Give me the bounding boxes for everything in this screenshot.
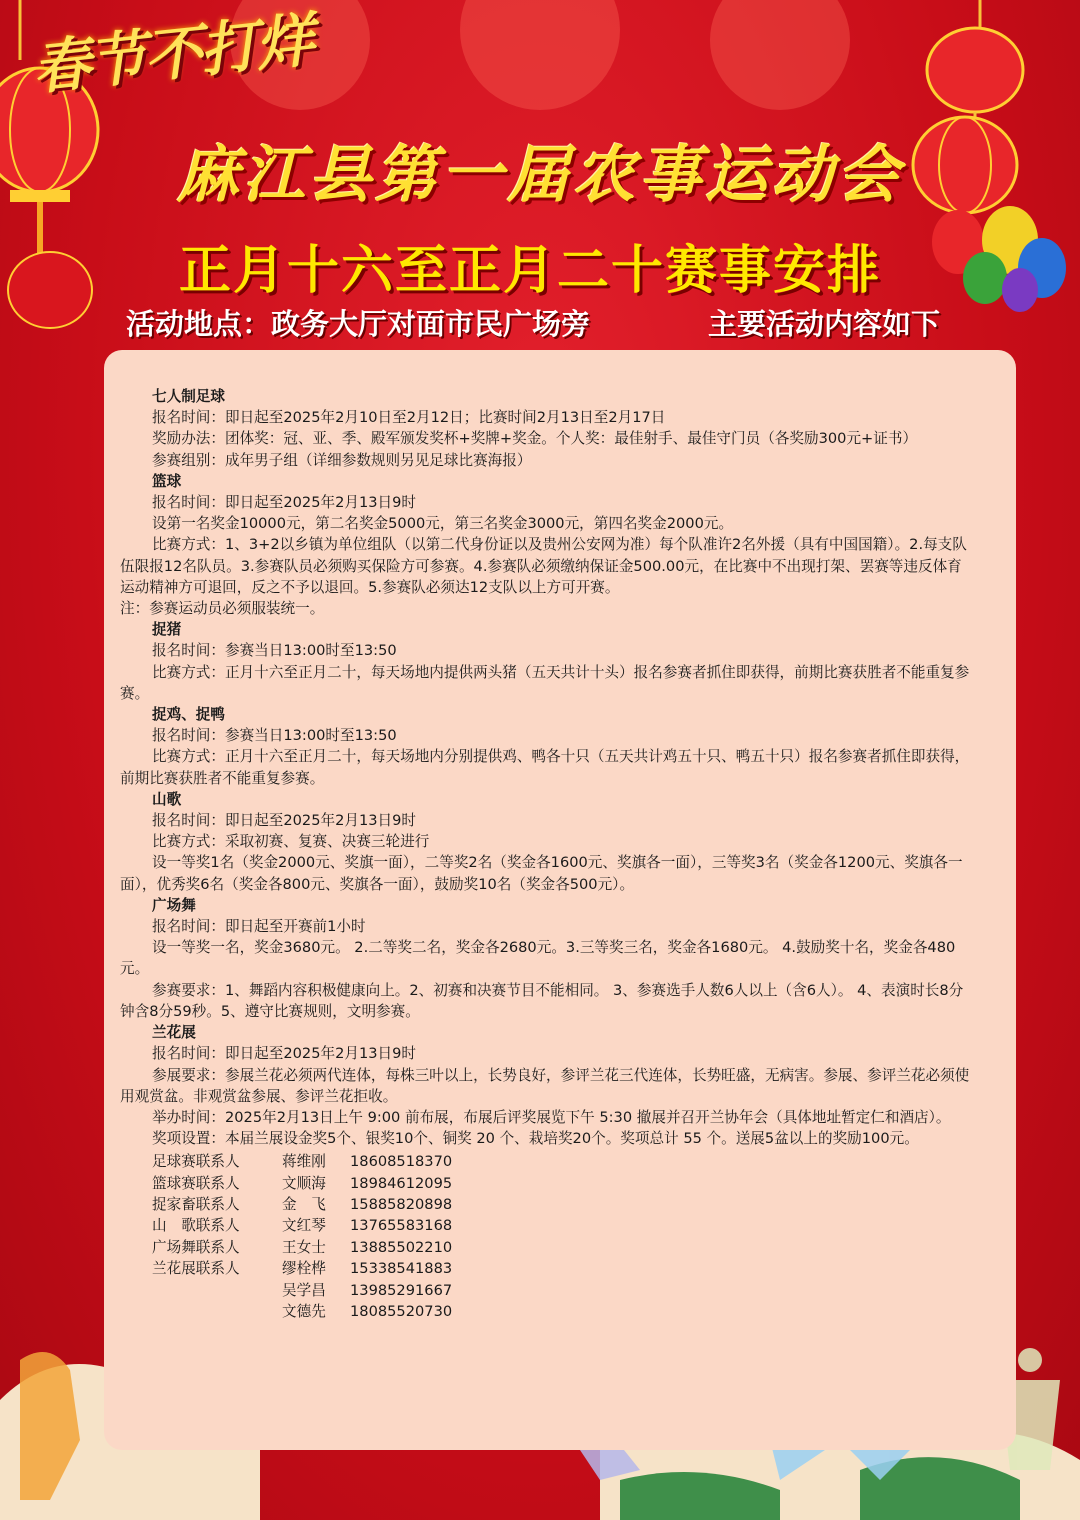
section-line: 参赛要求：1、舞蹈内容积极健康向上。2、初赛和决赛节目不能相同。 3、参赛选手人数6人以上（含6人）。 4、表演时长8分钟含8分59秒。5、遵守比赛规则，文明参赛。 bbox=[120, 981, 964, 1020]
contact-phone: 15885820898 bbox=[350, 1196, 453, 1214]
contact-row bbox=[120, 1280, 970, 1301]
contact-name: 文顺海 bbox=[282, 1174, 326, 1192]
contact-role: 篮球赛联系人 bbox=[152, 1174, 240, 1192]
section-line: 参展要求：参展兰花必须两代连体，每株三叶以上，长势良好，参评兰花三代连体，长势旺盛，无病害。参展、参评兰花必须使用观赏盆。非观赏盆参展、参评兰花拒收。 bbox=[120, 1066, 970, 1105]
contact-row bbox=[120, 1173, 970, 1194]
contact-row bbox=[120, 1301, 970, 1322]
contact-phone: 15338541883 bbox=[350, 1260, 453, 1278]
section-line: 报名时间：即日起至2025年2月13日9时 bbox=[152, 1045, 416, 1063]
contact-phone: 13765583168 bbox=[350, 1217, 453, 1235]
page-title: 麻江县第一届农事运动会 bbox=[176, 138, 903, 211]
contact-role: 捉家畜联系人 bbox=[152, 1196, 240, 1214]
contact-role bbox=[120, 1280, 282, 1301]
section-football bbox=[120, 386, 970, 471]
section-line: 参赛组别：成年男子组（详细参数规则另见足球比赛海报） bbox=[152, 451, 532, 469]
section-title: 捉鸡、捉鸭 bbox=[152, 706, 225, 724]
section-line: 报名时间：参赛当日13:00时至13:50 bbox=[152, 642, 397, 660]
section-orchid-show bbox=[120, 1022, 970, 1149]
section-line: 注：参赛运动员必须服装统一。 bbox=[120, 600, 325, 618]
contact-name: 缪栓桦 bbox=[282, 1260, 326, 1278]
section-basketball bbox=[120, 471, 970, 619]
section-line: 报名时间：即日起至2025年2月13日9时 bbox=[152, 812, 416, 830]
venue-text: 活动地点：政务大厅对面市民广场旁 bbox=[126, 307, 591, 341]
section-title: 篮球 bbox=[152, 472, 182, 490]
contact-name: 王女士 bbox=[282, 1238, 326, 1256]
section-line: 奖项设置：本届兰展设金奖5个、银奖10个、铜奖 20 个、栽培奖20个。奖项总计 55 个。送展5盆以上的奖励100元。 bbox=[152, 1130, 919, 1148]
contact-role: 足球赛联系人 bbox=[152, 1153, 240, 1171]
section-line: 举办时间：2025年2月13日上午 9:00 前布展，布展后评奖展览下午 5:30 撤展并召开兰协年会（具体地址暂定仁和酒店）。 bbox=[152, 1108, 951, 1126]
contact-phone: 13985291667 bbox=[350, 1281, 453, 1299]
event-list bbox=[120, 386, 970, 1322]
contact-name: 文红琴 bbox=[282, 1217, 326, 1235]
slogan: 春节不打烊 bbox=[29, 5, 315, 103]
contact-phone: 18085520730 bbox=[350, 1303, 453, 1321]
contact-phone: 18608518370 bbox=[350, 1153, 453, 1171]
section-line: 报名时间：即日起至2025年2月13日9时 bbox=[152, 494, 416, 512]
section-line: 设一等奖一名，奖金3680元。 2.二等奖二名，奖金各2680元。3.三等奖三名，奖金各1680元。 4.鼓励奖十名，奖金各480元。 bbox=[120, 939, 956, 978]
section-folk-song bbox=[120, 789, 970, 895]
contact-row bbox=[120, 1215, 970, 1236]
section-title: 山歌 bbox=[152, 790, 182, 808]
contact-role: 广场舞联系人 bbox=[152, 1238, 240, 1256]
section-line: 报名时间：参赛当日13:00时至13:50 bbox=[152, 727, 397, 745]
section-title: 捉猪 bbox=[152, 621, 182, 639]
contact-name: 蒋维刚 bbox=[282, 1153, 326, 1171]
contact-phone: 18984612095 bbox=[350, 1174, 453, 1192]
contact-row bbox=[120, 1258, 970, 1279]
section-line: 比赛方式：正月十六至正月二十，每天场地内提供两头猪（五天共计十头）报名参赛者抓住即获得，前期比赛获胜者不能重复参赛。 bbox=[120, 663, 970, 702]
main-content-label: 主要活动内容如下 bbox=[708, 307, 941, 341]
contact-phone: 13885502210 bbox=[350, 1238, 453, 1256]
section-line: 设一等奖1名（奖金2000元、奖旗一面），二等奖2名（奖金各1600元、奖旗各一面），三等奖3名（奖金各1200元、奖旗各一面），优秀奖6名（奖金各800元、奖旗各一面），鼓励奖10名（奖金各500元）。 bbox=[120, 854, 963, 893]
schedule-subtitle: 正月十六至正月二十赛事安排 bbox=[178, 241, 881, 301]
section-catch-pig bbox=[120, 619, 970, 704]
section-catch-chicken-duck bbox=[120, 704, 970, 789]
section-line: 奖励办法：团体奖：冠、亚、季、殿军颁发奖杯+奖牌+奖金。个人奖：最佳射手、最佳守门员（各奖励300元+证书） bbox=[152, 430, 918, 448]
contact-role bbox=[120, 1301, 282, 1322]
contact-row bbox=[120, 1151, 970, 1172]
section-title: 广场舞 bbox=[152, 896, 196, 914]
section-line: 比赛方式：采取初赛、复赛、决赛三轮进行 bbox=[152, 833, 430, 851]
section-line: 报名时间：即日起至2025年2月10日至2月12日；比赛时间2月13日至2月17日 bbox=[152, 409, 666, 427]
contact-row bbox=[120, 1194, 970, 1215]
contact-name: 金 飞 bbox=[282, 1196, 326, 1214]
contact-role: 兰花展联系人 bbox=[152, 1260, 240, 1278]
section-line: 设第一名奖金10000元，第二名奖金5000元，第三名奖金3000元，第四名奖金2000元。 bbox=[152, 515, 734, 533]
contact-role: 山 歌联系人 bbox=[152, 1217, 240, 1235]
contact-row bbox=[120, 1237, 970, 1258]
section-square-dance bbox=[120, 895, 970, 1022]
section-line: 报名时间：即日起至开赛前1小时 bbox=[152, 918, 366, 936]
section-line: 比赛方式：1、3+2以乡镇为单位组队（以第二代身份证以及贵州公安网为准）每个队准许2名外援（具有中国国籍）。2.每支队伍限报12名队员。3.参赛队员必须购买保险方可参赛。4.参赛队必须缴纳保证金500.00元，在比赛中不出现打架、罢赛等违反体育运动精神方可退回，反之不予以退回。5.参赛队必须达12支队以上方可开赛。 bbox=[120, 536, 967, 596]
section-line: 比赛方式：正月十六至正月二十，每天场地内分别提供鸡、鸭各十只（五天共计鸡五十只、鸭五十只）报名参赛者抓住即获得，前期比赛获胜者不能重复参赛。 bbox=[120, 748, 970, 787]
contact-name: 文德先 bbox=[282, 1303, 326, 1321]
section-title: 七人制足球 bbox=[152, 388, 225, 405]
contact-name: 吴学昌 bbox=[282, 1281, 326, 1299]
contact-list bbox=[120, 1151, 970, 1322]
section-title: 兰花展 bbox=[152, 1024, 196, 1042]
